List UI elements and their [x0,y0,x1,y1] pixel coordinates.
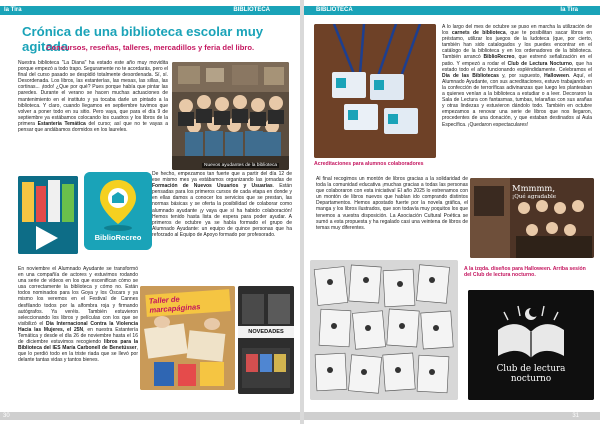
bookmark-workshop-label: Taller de marcapáginas [145,289,230,317]
moon-icon [529,307,539,317]
user-training-paragraph: De hecho, empezamos tan fuerte que a partir del día 12 de ese mismo mes ya estábamos organizando las jornadas de Formación de Nuevos Usuarios y Usuarias. Están pensadas para los primeros cursos de cada etapa en donde y en ellas damos a conocer los servicios que se prestan, las normas básicas y se oferta la posibilidad de colaborar como alumnado ayudante ¡y vaya que sí ha habido colaboración! Hemos tenido hasta lista de espera para poder ayudar. A primeros de octubre ya se había formado el grupo de Alumnado Ayudante: un equipo de quince personas que ha reforzado al Equipo de Apoyo formado por profesorado. [152,171,292,238]
right-footer [304,412,600,420]
night-reading-club-logo [468,290,594,400]
article-subtitle: Concursos, reseñas, talleres, mercadillos y feria del libro. [46,43,255,52]
halloween-designs-photo [310,260,458,400]
helpers-group-photo [172,62,289,170]
halloween-caption: A la izqda. diseños para Halloween. Arriba sesión del Club de lectura nocturno. [464,266,586,278]
left-header-section: BIBLIOTECA [233,7,270,13]
left-header-label: la Tira [4,7,22,13]
accreditation-badges-photo [314,24,436,158]
left-page-number: 30 [3,413,10,419]
club-title-line-1: Club de lectura [496,364,566,374]
intro-paragraph: Nuestra biblioteca "La Diana" ha estado este año muy movidita porque empezó a todo trapo. Seguramente no te acordarás, pero el final del curso pasado se despidió totalmente desordenada. Sí, sí. Desordenada. Los libros, las estanterías, las mesas, las sillas, las cortinas... ¡todo! ¿Que por qué? Pues porque había que pintar las paredes. Durante el verano se hacen muchas actuaciones de mantenimiento en el instituto y ya tocaba darle un pintado a la biblioteca. Y claro, cuando llegamos en septiembre tuvimos que volver a poner todo en su sitio. Pero vaya, que para el día 9 de septiembre ya estábamos colocando los cuadros y los libros de la primera Estantería Temática del curso; así que no te vayas a pensar que andábamos dormidos en los laureles. [18,60,168,134]
right-page-number: 31 [572,413,579,419]
carnets-paragraph: A lo largo del mes de octubre se puso en marcha la utilización de los carnets de biblioteca, que te posibilitan sacar libros en préstamo, utilizar los juegos de la ludoteca (que, por cierto, también han sido catalogados y los puedes encontrar en el catálogo de la biblioteca y en los ordenadores de la biblioteca. También arrancó BiblioRecreo, que estrenó señalización en el patio. Y empezó a rodar el Club de Lectura Nocturno, que ha estado todo el año funcionando espléndidamente. Celebramos el Día de las Bibliotecas y, por supuesto, Halloween. Aquí, el Alumnado Ayudante, con sus acreditaciones, estuvo trabajando en la confección de terroríficas adivinanzas que luego les planteaban a quienes venían a la biblioteca a estudiar o a leer. Decoraron la Sala de Lectura con fantasmas, tumbas, telarañas con sus arañas y otras lindezas y estuvieron dándolo todo. También en octubre empezamos a renovar una serie de libros que nos llegaron, procedentes de una donación, y que estaban destinados al Aula Específica. ¡Quedaron espectaculares! [442,24,592,128]
speech-line-1: Mmmmm, [512,183,556,193]
new-books-photo [238,286,294,394]
left-header-bar [0,6,300,15]
night-reading-club-title [468,364,594,384]
club-title-line-2: nocturno [510,374,552,384]
speech-line-2: ¡Qué agradable [512,194,557,200]
right-header-label: la Tira [560,7,578,13]
actors-paragraph: En noviembre el Alumnado Ayudante se transformó en una compañía de actores y estuvimos rodando una serie de vídeos en los que escenifican cómo se usa correctamente la biblioteca y cómo no. Están todos nominados para los Goya y los Óscars y ya mismo los veremos en el Festival de Cannes desfilando todos por la alfombra roja y firmando autógrafos. Ya veréis. También estuvieron seleccionando los libros y películas con los que se visibilizó el Día Internacional Contra la Violencia Hacia las Mujeres, el 25N, en nuestra Estantería Temática y desde el día 26 de noviembre hasta el 16 de diciembre estuvimos recogiendo libros para la Biblioteca del IES María Carbonell de Benetússer, que lo perdió todo en la triste riada que se llevó por delante tantas vidas y tantos bienes. [18,266,138,364]
right-header-section: BIBLIOTECA [316,7,353,13]
accreditation-caption: Acreditaciones para alumnos colaboradores [314,161,424,167]
donation-paragraph: Al final recogimos un montón de libros gracias a la solidaridad de toda la comunidad educativa ¡muchas gracias a todas las personas que colaboraron con esta iniciativa! El año 2025 lo estrenamos con un montón de libros nuevos que habían ido comprando distintos Departamentos. Hemos apostado fuerte por la novela gráfica, el manga y los libros ilustrados, que son todavía muy poquitos los que tenemos a vuestra disposición. La Asociación Cultural Poética se sumó a esta propuesta y ha regalado casi una veintena de libros de temas muy diferentes. [316,176,468,231]
helpers-photo-caption: Nuevos ayudantes de la biblioteca [204,163,278,168]
left-footer [0,412,300,420]
bookshelf-photo [18,176,78,254]
reading-club-session-photo [470,178,594,258]
new-books-label: NOVEDADES [238,326,294,338]
bookmark-workshop-photo [140,286,235,390]
bibliorecreo-logo-label: BiblioRecreo [94,233,142,242]
article-title: Crónica de una biblioteca escolar muy agitada [22,24,264,54]
bibliorecreo-logo [84,172,152,250]
right-header-bar [304,6,600,15]
reading-club-speech [512,184,556,202]
right-page [304,0,600,424]
